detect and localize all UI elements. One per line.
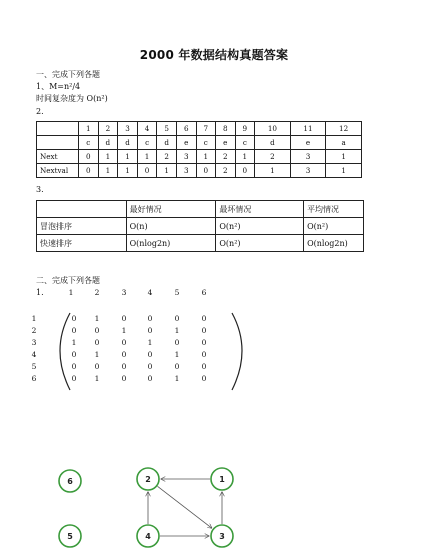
table-cell: 0 bbox=[196, 164, 216, 178]
section-2-heading: 二、完成下列各题 bbox=[36, 276, 100, 285]
table-cell: 1 bbox=[98, 150, 118, 164]
table-cell: O(n²) bbox=[216, 235, 304, 252]
matrix-cell: 1 bbox=[94, 374, 100, 383]
table-cell: 1 bbox=[235, 150, 255, 164]
matrix-row-label: 6 bbox=[31, 374, 37, 383]
matrix-cell: 0 bbox=[71, 374, 77, 383]
table-cell: 2 bbox=[216, 150, 236, 164]
table-cell: 3 bbox=[176, 150, 196, 164]
matrix-cell: 0 bbox=[174, 314, 180, 323]
table-cell: 3 bbox=[290, 164, 326, 178]
matrix-cell: 0 bbox=[174, 362, 180, 371]
matrix-cell: 1 bbox=[174, 350, 180, 359]
graph-edge bbox=[158, 486, 212, 528]
directed-graph bbox=[59, 468, 233, 547]
table-cell: 1 bbox=[79, 122, 99, 136]
matrix-cell: 0 bbox=[147, 326, 153, 335]
table-cell: d bbox=[118, 136, 138, 150]
table-cell: 4 bbox=[137, 122, 157, 136]
table-cell: c bbox=[235, 136, 255, 150]
table-cell: c bbox=[196, 136, 216, 150]
matrix-cell: 0 bbox=[201, 326, 207, 335]
graph-node-label: 2 bbox=[145, 475, 151, 484]
matrix-cell: 0 bbox=[71, 362, 77, 371]
graph-node-label: 6 bbox=[67, 477, 73, 486]
table-cell: 1 bbox=[118, 150, 138, 164]
row-header-nextval: Nextval bbox=[37, 164, 79, 178]
matrix-right-bracket bbox=[232, 313, 242, 390]
graph-node-label: 3 bbox=[219, 532, 225, 541]
table-cell: 1 bbox=[118, 164, 138, 178]
matrix-row-label: 2 bbox=[31, 326, 37, 335]
matrix-cell: 1 bbox=[121, 326, 127, 335]
matrix-cell: 0 bbox=[71, 350, 77, 359]
table-cell: O(n²) bbox=[216, 218, 304, 235]
table-cell: 0 bbox=[137, 164, 157, 178]
table-cell: 2 bbox=[255, 150, 291, 164]
column-header-average: 平均情况 bbox=[304, 201, 364, 218]
matrix-cell: 1 bbox=[71, 338, 77, 347]
matrix-cell: 0 bbox=[121, 338, 127, 347]
matrix-column-label: 5 bbox=[174, 288, 180, 297]
matrix-cell: 0 bbox=[147, 362, 153, 371]
matrix-cell: 1 bbox=[174, 374, 180, 383]
question-2-label: 2. bbox=[36, 107, 44, 116]
matrix-column-label: 2 bbox=[94, 288, 100, 297]
matrix-column-label: 3 bbox=[121, 288, 127, 297]
table-cell: O(nlog2n) bbox=[126, 235, 216, 252]
table-cell: 0 bbox=[79, 164, 99, 178]
matrix-column-label: 6 bbox=[201, 288, 207, 297]
table-cell: 6 bbox=[176, 122, 196, 136]
matrix-cell: 0 bbox=[94, 338, 100, 347]
matrix-column-label: 4 bbox=[147, 288, 153, 297]
graph-node-label: 4 bbox=[145, 532, 151, 541]
table-cell: 2 bbox=[216, 164, 236, 178]
matrix-cell: 0 bbox=[71, 314, 77, 323]
table-cell: 2 bbox=[157, 150, 177, 164]
section-2-question-1-label: 1. bbox=[36, 288, 44, 297]
table-cell: O(n²) bbox=[304, 218, 364, 235]
table-cell: 10 bbox=[255, 122, 291, 136]
question-3-label: 3. bbox=[36, 185, 44, 194]
table-cell: 7 bbox=[196, 122, 216, 136]
question-1-label: 1、M=n²/4 bbox=[36, 82, 81, 91]
matrix-cell: 0 bbox=[121, 314, 127, 323]
table-cell: 1 bbox=[255, 164, 291, 178]
row-header-bubble-sort: 冒泡排序 bbox=[37, 218, 127, 235]
table-cell: O(nlog2n) bbox=[304, 235, 364, 252]
matrix-row-label: 4 bbox=[31, 350, 37, 359]
matrix-row-label: 5 bbox=[31, 362, 37, 371]
table-cell: 0 bbox=[79, 150, 99, 164]
table-cell: 3 bbox=[176, 164, 196, 178]
table-cell: d bbox=[157, 136, 177, 150]
table-cell: 12 bbox=[326, 122, 362, 136]
matrix-cell: 0 bbox=[121, 350, 127, 359]
row-header-next: Next bbox=[37, 150, 79, 164]
matrix-cell: 0 bbox=[201, 350, 207, 359]
matrix-cell: 0 bbox=[201, 374, 207, 383]
table-cell: 1 bbox=[196, 150, 216, 164]
table-cell: 1 bbox=[326, 150, 362, 164]
matrix-cell: 0 bbox=[201, 338, 207, 347]
page-title: 2000 年数据结构真题答案 bbox=[139, 48, 289, 62]
table-cell: e bbox=[176, 136, 196, 150]
table-cell: 1 bbox=[326, 164, 362, 178]
matrix-cell: 0 bbox=[94, 326, 100, 335]
table-cell: e bbox=[216, 136, 236, 150]
table-cell: e bbox=[290, 136, 326, 150]
matrix-row-label: 1 bbox=[31, 314, 37, 323]
table-cell: d bbox=[98, 136, 118, 150]
matrix-cell: 0 bbox=[121, 362, 127, 371]
matrix-cell: 0 bbox=[94, 362, 100, 371]
matrix-cell: 0 bbox=[147, 350, 153, 359]
matrix-cell: 0 bbox=[121, 374, 127, 383]
matrix-column-label: 1 bbox=[68, 288, 74, 297]
table-cell: 1 bbox=[157, 164, 177, 178]
graph-node-label: 5 bbox=[67, 532, 73, 541]
table-cell: d bbox=[255, 136, 291, 150]
table-cell: c bbox=[137, 136, 157, 150]
matrix-left-bracket bbox=[60, 313, 70, 390]
matrix-cell: 1 bbox=[174, 326, 180, 335]
graph-node-label: 1 bbox=[219, 475, 225, 484]
table-cell: 0 bbox=[235, 164, 255, 178]
matrix-cell: 1 bbox=[94, 350, 100, 359]
matrix-cell: 1 bbox=[147, 338, 153, 347]
table-cell: 8 bbox=[216, 122, 236, 136]
matrix-cell: 0 bbox=[201, 362, 207, 371]
matrix-cell: 0 bbox=[174, 338, 180, 347]
table-cell: 1 bbox=[98, 164, 118, 178]
table-cell: 11 bbox=[290, 122, 326, 136]
matrix-cell: 0 bbox=[201, 314, 207, 323]
matrix-cell: 0 bbox=[147, 314, 153, 323]
table-cell: 2 bbox=[98, 122, 118, 136]
section-1-heading: 一、完成下列各题 bbox=[36, 70, 100, 79]
matrix-cell: 0 bbox=[147, 374, 153, 383]
column-header-worst: 最坏情况 bbox=[216, 201, 304, 218]
matrix-row-label: 3 bbox=[31, 338, 37, 347]
table-cell: 3 bbox=[290, 150, 326, 164]
question-1-answer: 时间复杂度为 O(n²) bbox=[36, 94, 108, 103]
table-cell: c bbox=[79, 136, 99, 150]
matrix-cell: 0 bbox=[71, 326, 77, 335]
table-cell: 9 bbox=[235, 122, 255, 136]
table-cell: O(n) bbox=[126, 218, 216, 235]
table-cell: 1 bbox=[137, 150, 157, 164]
row-header-quick-sort: 快速排序 bbox=[37, 235, 127, 252]
column-header-best: 最好情况 bbox=[126, 201, 216, 218]
matrix-cell: 1 bbox=[94, 314, 100, 323]
table-cell: a bbox=[326, 136, 362, 150]
table-cell: 3 bbox=[118, 122, 138, 136]
table-cell: 5 bbox=[157, 122, 177, 136]
